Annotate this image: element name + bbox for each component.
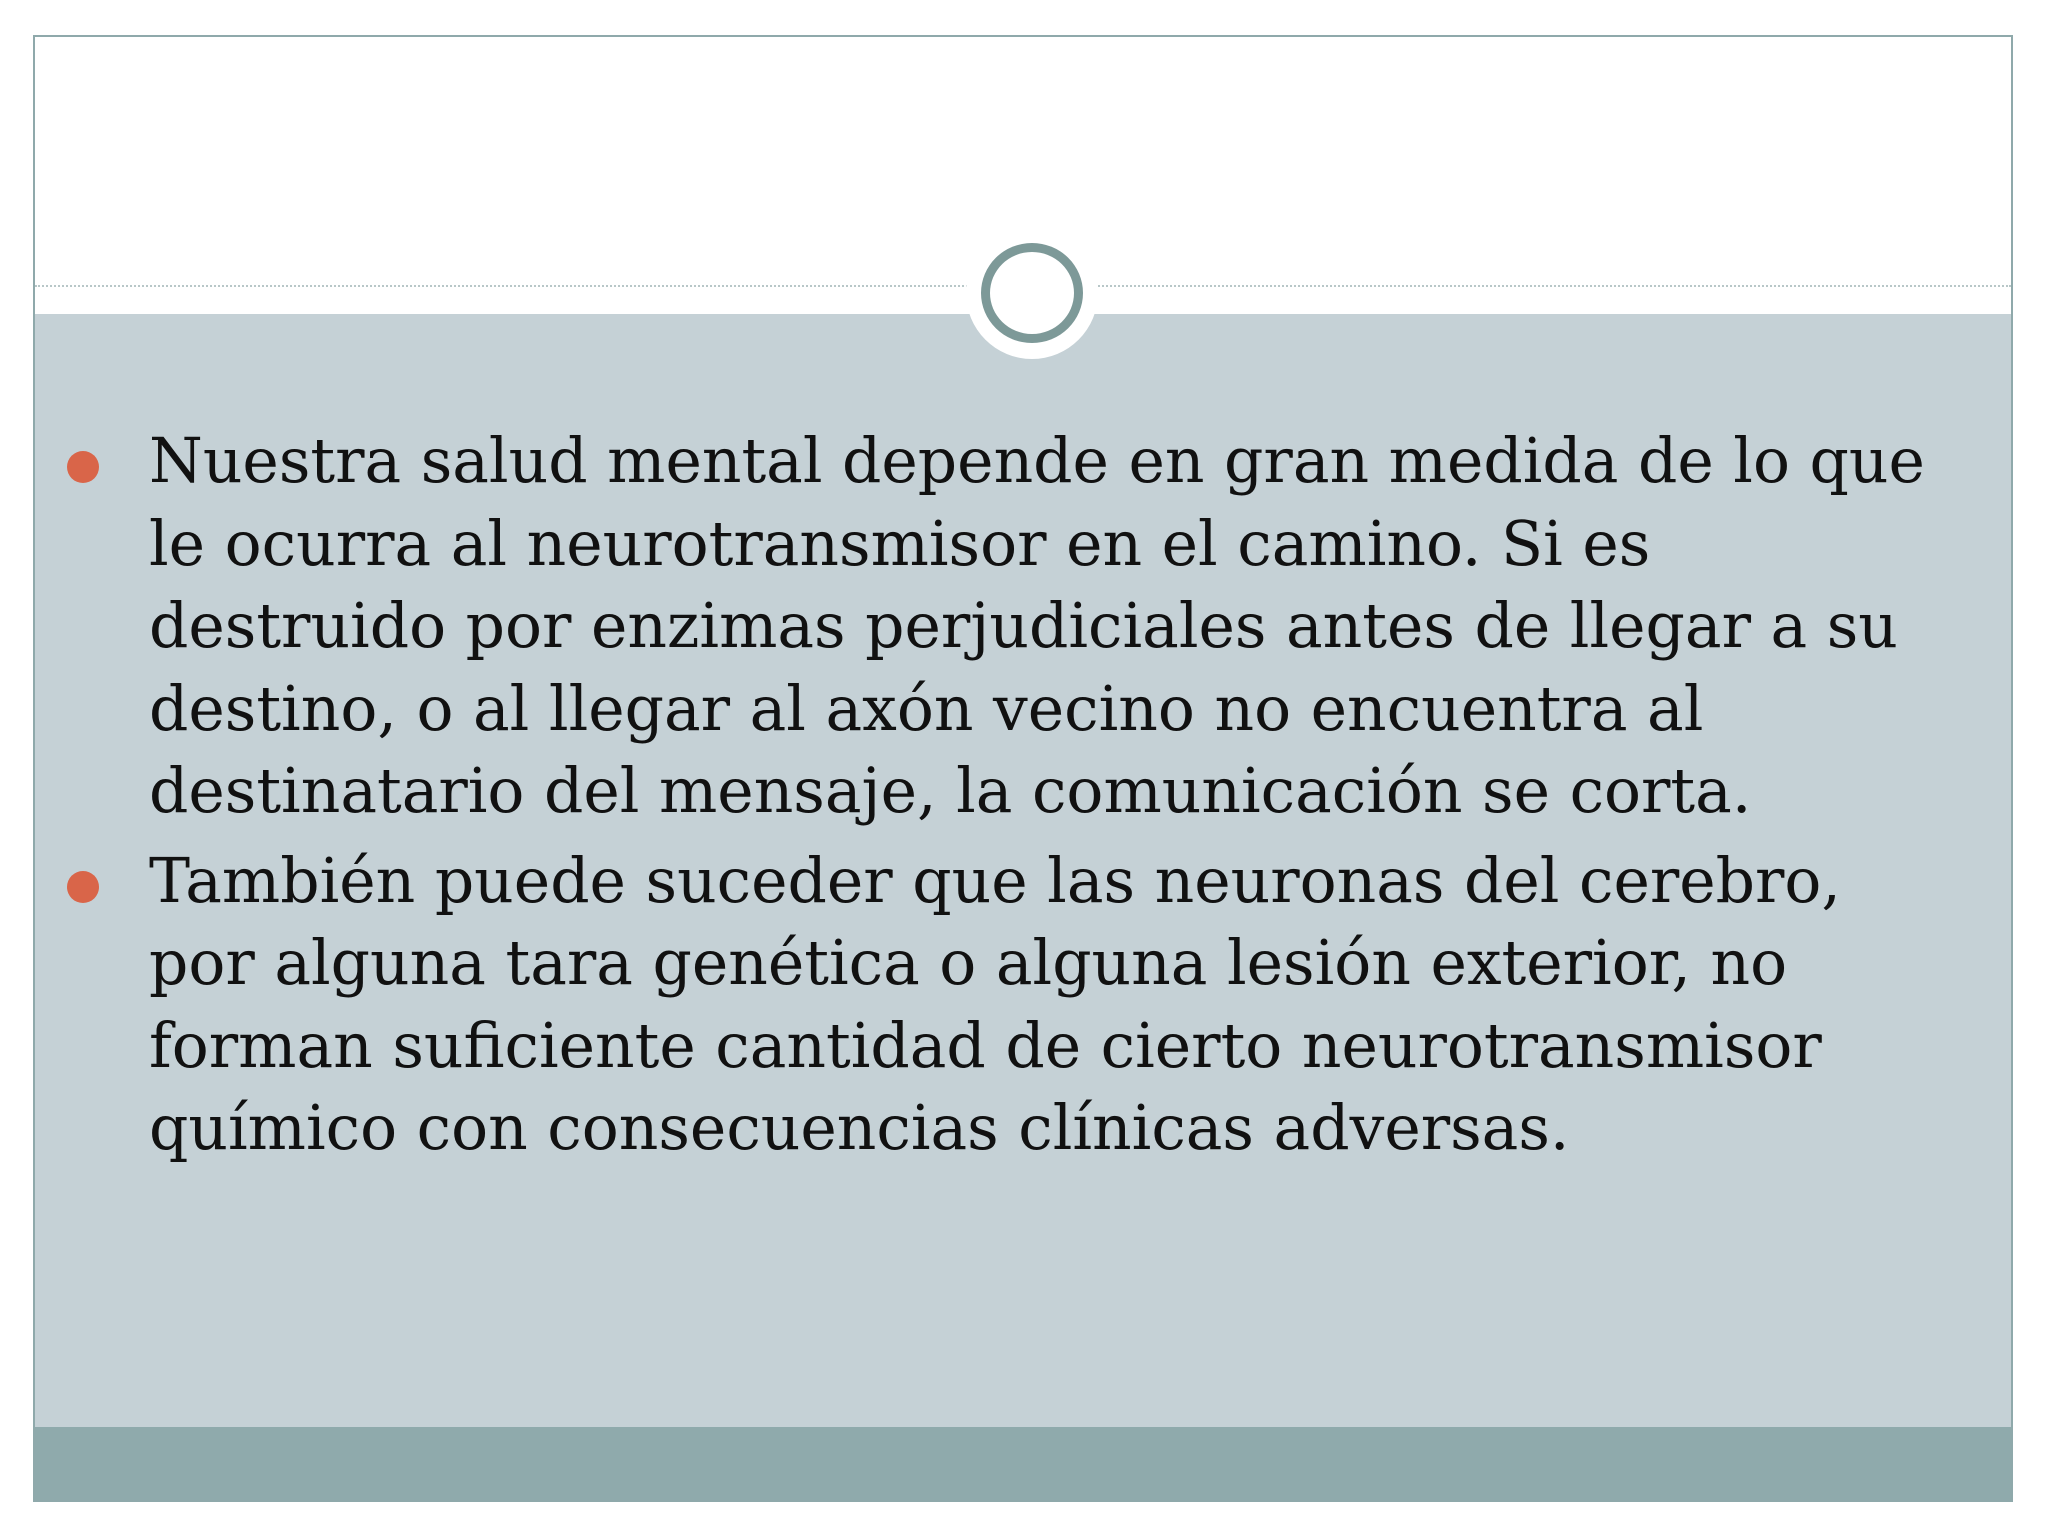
ornament-ring: [981, 243, 1083, 343]
bullet-icon: [67, 451, 99, 483]
bullet-icon: [67, 871, 99, 903]
bullet-item-1: [60, 420, 1950, 833]
bullet-text: También puede suceder que las neuronas del cerebro, por alguna tara genética o alguna lesión exterior, no forman suficiente cantidad de cierto neurotransmisor químico con consecuencias clínicas adversas.: [149, 844, 1841, 1164]
ring-circle-icon: [966, 227, 1098, 359]
bullet-text: Nuestra salud mental depende en gran medida de lo que le ocurra al neurotransmisor en el camino. Si es destruido por enzimas perjudiciales antes de llegar a su destino, o al llegar al axón vecino no encuentra al destinatario del mensaje, la comunicación se corta.: [149, 425, 1925, 827]
slide-footer-band: [35, 1427, 2011, 1500]
bullet-list: [60, 420, 1950, 1177]
bullet-item-2: [60, 840, 1950, 1170]
